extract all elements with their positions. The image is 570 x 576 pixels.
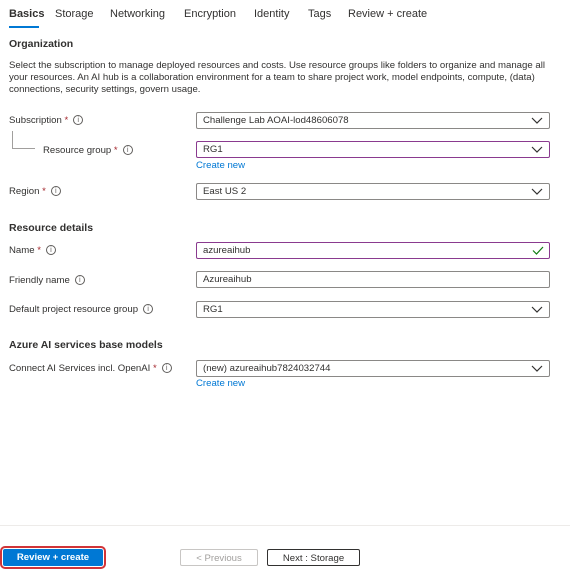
info-icon[interactable]: i: [162, 363, 172, 373]
tab-tags[interactable]: Tags: [308, 8, 332, 20]
info-icon[interactable]: i: [123, 145, 133, 155]
section-title-ai-services: Azure AI services base models: [9, 339, 163, 351]
friendly-name-input[interactable]: [196, 271, 550, 288]
previous-button[interactable]: < Previous: [180, 549, 258, 566]
tab-encryption[interactable]: Encryption: [184, 8, 236, 20]
subscription-value: Challenge Lab AOAI-lod48606078: [203, 115, 349, 126]
default-project-resource-group-dropdown[interactable]: [196, 301, 550, 318]
footer-divider: [0, 525, 570, 526]
default-project-resource-group-value: RG1: [203, 304, 223, 315]
next-storage-button[interactable]: Next : Storage: [267, 549, 360, 566]
active-tab-indicator: [9, 26, 39, 28]
friendly-name-value: Azureaihub: [203, 274, 252, 285]
checkmark-icon: [532, 246, 544, 255]
region-label: Region * i: [9, 186, 61, 197]
create-new-resource-group-link[interactable]: Create new: [196, 160, 246, 171]
info-icon[interactable]: i: [75, 275, 85, 285]
required-marker: *: [34, 245, 41, 256]
required-marker: *: [111, 145, 118, 156]
tree-connector: [12, 131, 35, 149]
required-marker: *: [150, 363, 157, 374]
resource-group-dropdown[interactable]: [196, 141, 550, 158]
friendly-name-label: Friendly name i: [9, 275, 85, 286]
resource-group-label: Resource group * i: [43, 145, 133, 156]
required-marker: *: [39, 186, 46, 197]
info-icon[interactable]: i: [51, 186, 61, 196]
organization-description: Select the subscription to manage deployed resources and costs. Use resource groups like folders to organize and manage all your resources. An AI hub is a collaboration environment for a team to share project work, model endpoints, compute, (data) connections, security settings, govern usage.: [9, 60, 545, 95]
info-icon[interactable]: i: [46, 245, 56, 255]
tab-basics[interactable]: Basics: [9, 8, 45, 20]
section-title-resource-details: Resource details: [9, 222, 94, 234]
info-icon[interactable]: i: [73, 115, 83, 125]
subscription-dropdown[interactable]: [196, 112, 550, 129]
tab-storage[interactable]: Storage: [55, 8, 94, 20]
region-dropdown[interactable]: [196, 183, 550, 200]
name-input[interactable]: [196, 242, 550, 259]
section-title-organization: Organization: [9, 38, 74, 50]
chevron-down-icon: [531, 116, 543, 125]
name-label: Name * i: [9, 245, 56, 256]
tab-review-create[interactable]: Review + create: [348, 8, 428, 20]
name-value: azureaihub: [203, 245, 251, 256]
tab-networking[interactable]: Networking: [110, 8, 166, 20]
default-project-resource-group-label: Default project resource group i: [9, 304, 153, 315]
info-icon[interactable]: i: [143, 304, 153, 314]
subscription-label: Subscription * i: [9, 115, 83, 126]
required-marker: *: [61, 115, 69, 126]
tab-identity[interactable]: Identity: [254, 8, 290, 20]
chevron-down-icon: [531, 187, 543, 196]
chevron-down-icon: [531, 305, 543, 314]
chevron-down-icon: [531, 364, 543, 373]
connect-ai-services-dropdown[interactable]: [196, 360, 550, 377]
review-create-button[interactable]: Review + create: [3, 549, 103, 566]
create-new-ai-services-link[interactable]: Create new: [196, 378, 246, 389]
region-value: East US 2: [203, 186, 247, 197]
resource-group-value: RG1: [203, 144, 223, 155]
chevron-down-icon: [531, 145, 543, 154]
connect-ai-services-label: Connect AI Services incl. OpenAI * i: [9, 363, 172, 374]
tab-bar: [0, 0, 570, 32]
connect-ai-services-value: (new) azureaihub7824032744: [203, 363, 331, 374]
